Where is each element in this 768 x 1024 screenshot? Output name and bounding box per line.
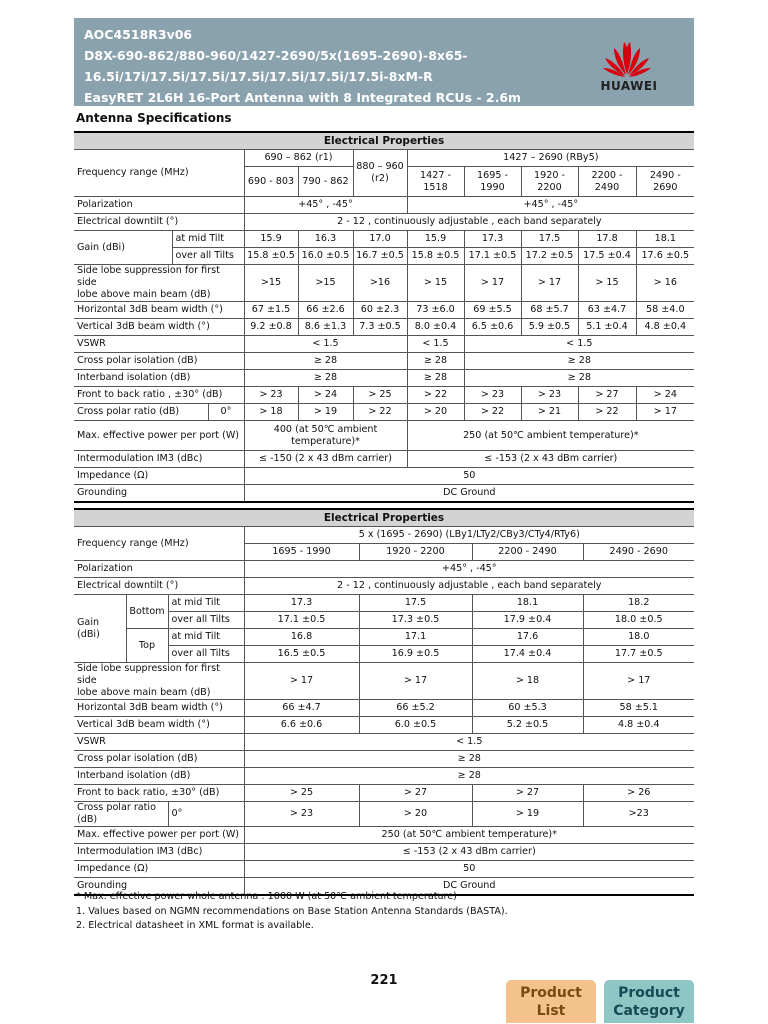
value-cell: 5.9 ±0.5 — [521, 319, 578, 336]
row-label: Max. effective power per port (W) — [74, 827, 244, 844]
row-label: Electrical downtilt (°) — [74, 578, 244, 595]
value-cell: > 23 — [244, 802, 359, 827]
value-cell: 17.8 — [578, 231, 636, 248]
row-label: Interband isolation (dB) — [74, 768, 244, 785]
value-cell: 50 — [244, 468, 694, 485]
value-cell: 8.6 ±1.3 — [298, 319, 353, 336]
sub-label: Bottom — [126, 595, 168, 629]
value-cell: > 22 — [407, 387, 464, 404]
value-cell: 16.0 ±0.5 — [298, 248, 353, 265]
row-label: Impedance (Ω) — [74, 468, 244, 485]
value-cell: 7.3 ±0.5 — [353, 319, 407, 336]
row-label: Intermodulation IM3 (dBc) — [74, 844, 244, 861]
value-cell: 18.1 — [472, 595, 583, 612]
value-cell: 17.6 ±0.5 — [636, 248, 694, 265]
value-cell: > 17 — [583, 663, 694, 700]
row-label: Grounding — [74, 878, 244, 896]
value-cell: > 27 — [472, 785, 583, 802]
button-label: List — [536, 1003, 566, 1019]
model-name: AOC4518R3v06 — [84, 27, 193, 42]
value-cell: 17.3 — [464, 231, 521, 248]
row-label: Grounding — [74, 485, 244, 503]
value-cell: ≤ -153 (2 x 43 dBm carrier) — [244, 844, 694, 861]
value-cell: < 1.5 — [407, 336, 464, 353]
row-label — [74, 663, 244, 700]
value-cell: 66 ±4.7 — [244, 700, 359, 717]
button-label: Product — [618, 985, 680, 1001]
value-cell: > 26 — [583, 785, 694, 802]
value-cell: > 24 — [636, 387, 694, 404]
value-cell: > 23 — [521, 387, 578, 404]
value-cell: 5.1 ±0.4 — [578, 319, 636, 336]
value-cell: > 19 — [472, 802, 583, 827]
button-label: Category — [613, 1003, 685, 1019]
value-cell: 17.9 ±0.4 — [472, 612, 583, 629]
electrical-properties-table-2 — [74, 508, 694, 896]
sub-label: at mid Tilt — [172, 231, 244, 248]
value-cell: 16.9 ±0.5 — [359, 646, 472, 663]
sub-band: 1695 - 1990 — [464, 167, 521, 197]
label-line: lobe above main beam (dB) — [77, 289, 211, 300]
sub-band: 690 - 803 — [244, 167, 298, 197]
value-cell: 18.1 — [636, 231, 694, 248]
value-cell: 6.0 ±0.5 — [359, 717, 472, 734]
value-cell: >15 — [298, 265, 353, 302]
value-cell: 68 ±5.7 — [521, 302, 578, 319]
value-cell: 17.3 — [244, 595, 359, 612]
sub-label: 0° — [168, 802, 244, 827]
value-cell: 15.8 ±0.5 — [244, 248, 298, 265]
value-cell: 17.0 — [353, 231, 407, 248]
value-cell: 16.7 ±0.5 — [353, 248, 407, 265]
electrical-properties-table-1 — [74, 131, 694, 503]
label-line: lobe above main beam (dB) — [77, 687, 211, 698]
row-label — [74, 265, 244, 302]
value-cell: 17.2 ±0.5 — [521, 248, 578, 265]
row-label: Horizontal 3dB beam width (°) — [74, 302, 244, 319]
row-label: Cross polar isolation (dB) — [74, 353, 244, 370]
value-cell: > 15 — [407, 265, 464, 302]
row-label: Front to back ratio, ±30° (dB) — [74, 785, 244, 802]
row-label: Vertical 3dB beam width (°) — [74, 319, 244, 336]
value-cell: +45° , -45° — [244, 561, 694, 578]
sub-band: 790 - 862 — [298, 167, 353, 197]
sub-label: at mid Tilt — [168, 629, 244, 646]
footnote: * Max. effective power whole antenna : 1000 W (at 50℃ ambient temperature) — [76, 891, 457, 902]
sub-band: 1920 - 2200 — [359, 544, 472, 561]
value-cell: > 18 — [244, 404, 298, 421]
value-cell: 67 ±1.5 — [244, 302, 298, 319]
value-cell: > 19 — [298, 404, 353, 421]
value-cell: 5.2 ±0.5 — [472, 717, 583, 734]
value-cell: < 1.5 — [244, 734, 694, 751]
value-cell: > 17 — [636, 404, 694, 421]
section-title: Antenna Specifications — [76, 111, 232, 125]
value-cell: > 27 — [578, 387, 636, 404]
value-cell: 250 (at 50℃ ambient temperature)* — [407, 421, 694, 451]
row-label: VSWR — [74, 336, 244, 353]
value-cell: DC Ground — [244, 878, 694, 896]
value-cell: 15.9 — [244, 231, 298, 248]
value-cell: > 25 — [244, 785, 359, 802]
value-cell: 66 ±5.2 — [359, 700, 472, 717]
product-category-button[interactable] — [604, 980, 694, 1023]
value-cell: ≥ 28 — [464, 353, 694, 370]
row-label: Intermodulation IM3 (dBc) — [74, 451, 244, 468]
value-cell: 17.4 ±0.4 — [472, 646, 583, 663]
value-cell: > 22 — [353, 404, 407, 421]
value-cell: > 22 — [464, 404, 521, 421]
value-cell: 15.8 ±0.5 — [407, 248, 464, 265]
value-cell: 16.8 — [244, 629, 359, 646]
value-cell: 58 ±4.0 — [636, 302, 694, 319]
row-label: Cross polar ratio (dB) — [74, 404, 208, 421]
value-cell: 9.2 ±0.8 — [244, 319, 298, 336]
value-cell: 17.5 — [521, 231, 578, 248]
sub-band: 2490 - 2690 — [583, 544, 694, 561]
value-cell: > 17 — [521, 265, 578, 302]
value-cell: 15.9 — [407, 231, 464, 248]
footnotes — [76, 890, 508, 934]
value-cell: >15 — [244, 265, 298, 302]
value-cell: > 17 — [464, 265, 521, 302]
product-description: EasyRET 2L6H 16-Port Antenna with 8 Integrated RCUs - 2.6m — [84, 90, 522, 105]
button-label: Product — [520, 985, 582, 1001]
table-title: Electrical Properties — [74, 509, 694, 527]
value-cell: 18.2 — [583, 595, 694, 612]
sub-band: 2200 - 2490 — [578, 167, 636, 197]
sub-band: 2200 - 2490 — [472, 544, 583, 561]
value-cell: > 24 — [298, 387, 353, 404]
value-cell: 4.8 ±0.4 — [583, 717, 694, 734]
value-cell: 60 ±2.3 — [353, 302, 407, 319]
sub-label: 0° — [208, 404, 244, 421]
model-spec-line-2: 16.5i/17i/17.5i/17.5i/17.5i/17.5i/17.5i/17.5i-8xM-R — [84, 69, 433, 84]
value-cell: 17.6 — [472, 629, 583, 646]
value-cell: 17.5 ±0.4 — [578, 248, 636, 265]
value-cell: ≥ 28 — [464, 370, 694, 387]
row-label: Front to back ratio , ±30° (dB) — [74, 387, 244, 404]
value-cell: > 20 — [359, 802, 472, 827]
row-label: Cross polar ratio (dB) — [74, 802, 168, 827]
value-cell: +45° , -45° — [407, 197, 694, 214]
value-cell: > 17 — [359, 663, 472, 700]
label-line: Side lobe suppression for first side — [77, 265, 220, 288]
sub-band: 1695 - 1990 — [244, 544, 359, 561]
value-cell: 250 (at 50℃ ambient temperature)* — [244, 827, 694, 844]
value-cell: ≥ 28 — [407, 370, 464, 387]
value-cell: 17.5 — [359, 595, 472, 612]
value-cell: 17.3 ±0.5 — [359, 612, 472, 629]
value-cell: > 18 — [472, 663, 583, 700]
row-label: Cross polar isolation (dB) — [74, 751, 244, 768]
value-cell: 50 — [244, 861, 694, 878]
footnote: 2. Electrical datasheet in XML format is available. — [76, 920, 314, 931]
band-header: 880 – 960 (r2) — [353, 150, 407, 197]
page-number: 221 — [370, 973, 398, 988]
value-cell: >23 — [583, 802, 694, 827]
value-cell: > 23 — [244, 387, 298, 404]
sub-band: 1427 - 1518 — [407, 167, 464, 197]
value-cell: 73 ±6.0 — [407, 302, 464, 319]
value-cell: 6.5 ±0.6 — [464, 319, 521, 336]
value-cell: 2 - 12 , continuously adjustable , each band separately — [244, 214, 694, 231]
value-cell: 63 ±4.7 — [578, 302, 636, 319]
model-spec-line-1: D8X-690-862/880-960/1427-2690/5x(1695-2690)-8x65- — [84, 48, 468, 63]
row-label: Frequency range (MHz) — [74, 527, 244, 561]
value-cell: 6.6 ±0.6 — [244, 717, 359, 734]
row-label: Frequency range (MHz) — [74, 150, 244, 197]
value-cell: > 20 — [407, 404, 464, 421]
value-cell: > 17 — [244, 663, 359, 700]
value-cell: > 15 — [578, 265, 636, 302]
value-cell: 66 ±2.6 — [298, 302, 353, 319]
sub-band: 2490 - 2690 — [636, 167, 694, 197]
row-label: Polarization — [74, 197, 244, 214]
sub-label: over all Tilts — [172, 248, 244, 265]
band-header: 5 x (1695 - 2690) (LBy1/LTy2/CBy3/CTy4/RTy6) — [244, 527, 694, 544]
value-cell: 16.3 — [298, 231, 353, 248]
value-cell: ≤ -153 (2 x 43 dBm carrier) — [407, 451, 694, 468]
sub-label: over all Tilts — [168, 612, 244, 629]
value-line: temperature)* — [291, 435, 360, 447]
value-cell: 17.7 ±0.5 — [583, 646, 694, 663]
value-cell: 17.1 — [359, 629, 472, 646]
sub-label: Top — [126, 629, 168, 663]
value-cell: ≥ 28 — [407, 353, 464, 370]
value-cell: >16 — [353, 265, 407, 302]
value-cell: ≤ -150 (2 x 43 dBm carrier) — [244, 451, 407, 468]
value-cell: 18.0 ±0.5 — [583, 612, 694, 629]
sub-label: over all Tilts — [168, 646, 244, 663]
band-header: 690 – 862 (r1) — [244, 150, 353, 167]
value-cell: < 1.5 — [244, 336, 407, 353]
value-cell: 4.8 ±0.4 — [636, 319, 694, 336]
value-cell: 2 - 12 , continuously adjustable , each band separately — [244, 578, 694, 595]
sub-band: 1920 - 2200 — [521, 167, 578, 197]
value-cell — [244, 421, 407, 451]
value-cell: 18.0 — [583, 629, 694, 646]
row-label: Vertical 3dB beam width (°) — [74, 717, 244, 734]
huawei-logo-text: HUAWEI — [600, 79, 658, 93]
row-label: Gain (dBi) — [74, 595, 126, 663]
row-label: Electrical downtilt (°) — [74, 214, 244, 231]
value-cell: ≥ 28 — [244, 370, 407, 387]
label-line: Side lobe suppression for first side — [77, 663, 220, 686]
value-cell: > 23 — [464, 387, 521, 404]
row-label: Horizontal 3dB beam width (°) — [74, 700, 244, 717]
row-label: Gain (dBi) — [74, 231, 172, 265]
value-cell: 17.1 ±0.5 — [464, 248, 521, 265]
value-cell: ≥ 28 — [244, 353, 407, 370]
value-cell: DC Ground — [244, 485, 694, 503]
value-cell: 69 ±5.5 — [464, 302, 521, 319]
value-cell: > 27 — [359, 785, 472, 802]
value-line: 400 (at 50℃ ambient — [273, 423, 378, 435]
sub-label: at mid Tilt — [168, 595, 244, 612]
value-cell: 60 ±5.3 — [472, 700, 583, 717]
footnote: 1. Values based on NGMN recommendations on Base Station Antenna Standards (BASTA). — [76, 905, 508, 917]
value-cell: > 21 — [521, 404, 578, 421]
value-cell: 16.5 ±0.5 — [244, 646, 359, 663]
value-cell: 17.1 ±0.5 — [244, 612, 359, 629]
value-cell: ≥ 28 — [244, 751, 694, 768]
value-cell: 8.0 ±0.4 — [407, 319, 464, 336]
row-label: VSWR — [74, 734, 244, 751]
value-cell: < 1.5 — [464, 336, 694, 353]
row-label: Interband isolation (dB) — [74, 370, 244, 387]
value-cell: ≥ 28 — [244, 768, 694, 785]
value-cell: > 16 — [636, 265, 694, 302]
value-cell: > 22 — [578, 404, 636, 421]
value-cell: > 25 — [353, 387, 407, 404]
table-title: Electrical Properties — [74, 132, 694, 150]
row-label: Max. effective power per port (W) — [74, 421, 244, 451]
value-cell: +45° , -45° — [244, 197, 407, 214]
row-label: Polarization — [74, 561, 244, 578]
band-header: 1427 – 2690 (RBy5) — [407, 150, 694, 167]
value-cell: 58 ±5.1 — [583, 700, 694, 717]
row-label: Impedance (Ω) — [74, 861, 244, 878]
product-list-button[interactable] — [506, 980, 596, 1023]
